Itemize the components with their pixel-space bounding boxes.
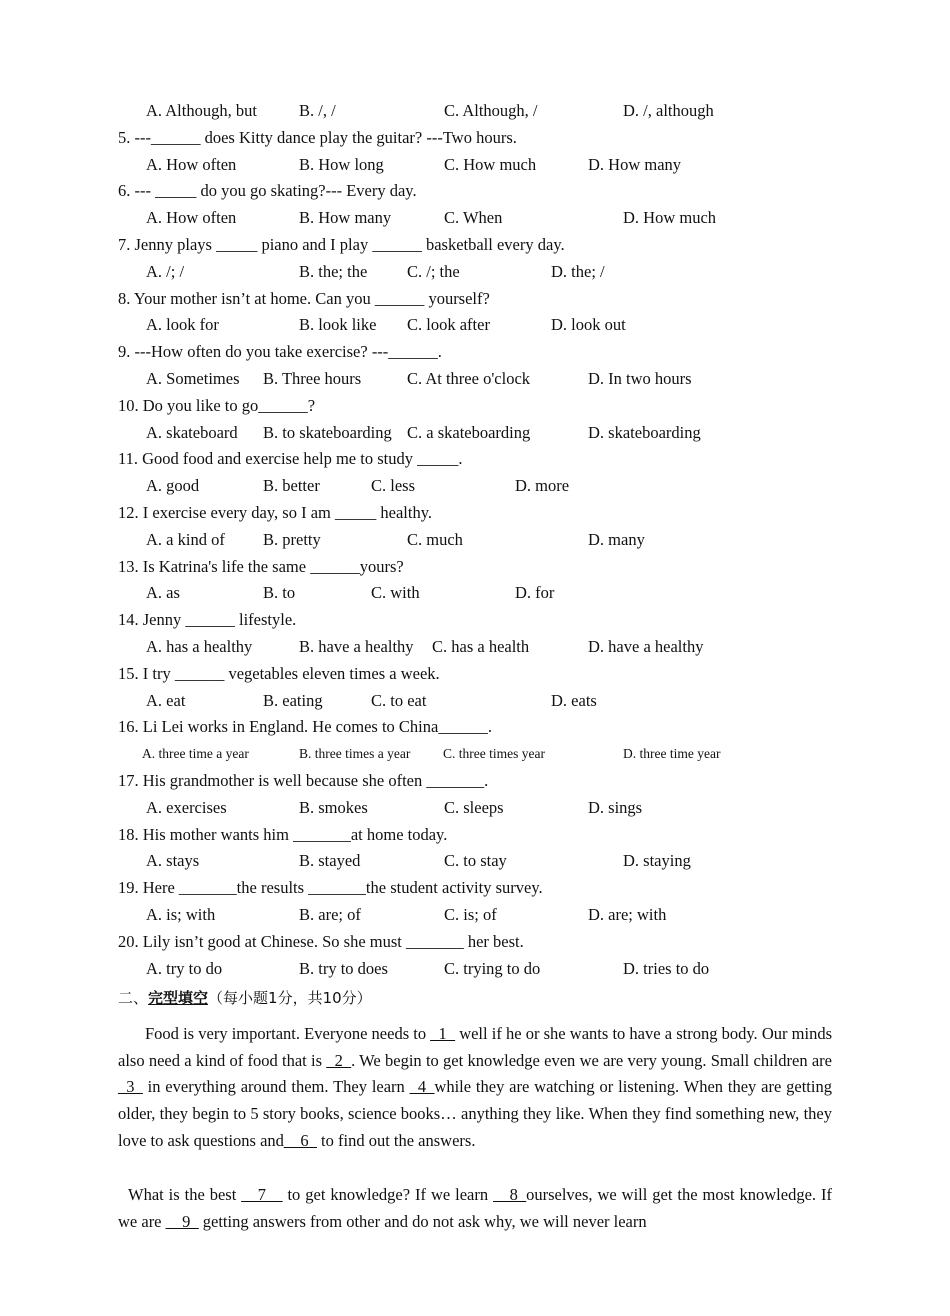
answer-option: C. How much [444, 154, 537, 174]
question-stem: 10. Do you like to go______? [118, 395, 316, 415]
answer-option: C. At three o'clock [407, 369, 531, 388]
question-stem: 9. ---How often do you take exercise? ---______. [118, 342, 442, 362]
question-stem: 15. I try ______ vegetables eleven times a week. [118, 663, 440, 683]
question-stem: 18. His mother wants him _______at home today. [118, 824, 448, 844]
answer-option: D. skateboarding [588, 422, 701, 442]
answer-option: A. look for [146, 315, 219, 335]
answer-option: B. How long [299, 154, 384, 174]
question-stem: 5. ---______ does Kitty dance play the guitar? ---Two hours. [118, 127, 517, 147]
answer-option: D. many [588, 529, 645, 549]
passage-paragraph-2: What is the best __7__ to get knowledge? If we learn __8_ourselves, we will get the most knowledge. If we are __9_ getting answers from other and do not ask why, we will never learn [118, 1185, 832, 1231]
section-number: 二、 [118, 989, 149, 1007]
answer-option: C. /; the [407, 261, 460, 281]
answer-option: B. the; the [299, 261, 368, 281]
answer-option: A. is; with [146, 905, 216, 924]
answer-option: B. How many [299, 208, 392, 228]
answer-option: D. more [515, 476, 570, 496]
question-stem: 16. Li Lei works in England. He comes to China______. [118, 717, 492, 737]
blank-7: __7__ [241, 1185, 283, 1204]
answer-option: D. How many [588, 154, 682, 174]
blank-6: __6_ [283, 1130, 317, 1150]
blank-1: _1_ [430, 1024, 456, 1043]
answer-option: A. a kind of [146, 529, 225, 549]
answer-option: B. three times a year [299, 746, 411, 762]
question-stem: 12. I exercise every day, so I am _____ healthy. [118, 503, 432, 522]
question-stem: 14. Jenny ______ lifestyle. [118, 610, 297, 630]
answer-option: D. have a healthy [588, 637, 704, 656]
answer-option: C. sleeps [444, 797, 504, 817]
question-stem: 6. --- _____ do you go skating?--- Every day. [118, 181, 417, 201]
answer-option: C. When [444, 208, 503, 228]
question-stem: 13. Is Katrina's life the same ______yours? [118, 556, 404, 576]
question-stem: 17. His grandmother is well because she often _______. [118, 771, 489, 790]
answer-option: A. /; / [146, 261, 185, 281]
answer-option: B. try to does [299, 958, 388, 978]
question-stem: 8. Your mother isn’t at home. Can you ______ yourself? [118, 288, 490, 308]
answer-option: B. better [263, 476, 320, 496]
answer-option: C. much [407, 529, 463, 549]
answer-option: C. has a health [432, 637, 530, 656]
answer-option: A. stays [146, 851, 200, 871]
answer-option: A. eat [146, 690, 186, 710]
question-stem: 7. Jenny plays _____ piano and I play ______ basketball every day. [118, 235, 565, 254]
question-stem: 19. Here _______the results _______the student activity survey. [118, 878, 543, 898]
answer-option: B. to [263, 583, 296, 603]
answer-option: C. look after [407, 315, 490, 335]
answer-option: B. Three hours [263, 369, 362, 388]
question-stem: 11. Good food and exercise help me to study _____. [118, 449, 463, 469]
answer-option: B. /, / [299, 101, 336, 120]
answer-option: A. has a healthy [146, 637, 253, 656]
answer-option: C. trying to do [444, 958, 541, 978]
answer-option: B. smokes [299, 797, 368, 817]
answer-option: B. to skateboarding [263, 422, 392, 442]
section-note: （每小题1分，共10分） [208, 989, 372, 1007]
answer-option: A. How often [146, 154, 237, 174]
answer-option: C. a skateboarding [407, 422, 531, 442]
answer-option: A. try to do [146, 958, 223, 978]
answer-option: B. are; of [299, 905, 361, 924]
answer-option: C. with [371, 583, 420, 603]
answer-option: D. for [515, 583, 555, 603]
section-title: 完型填空 [148, 989, 209, 1007]
answer-option: B. eating [263, 690, 323, 710]
answer-option: A. Although, but [146, 101, 257, 120]
answer-option: C. is; of [444, 905, 497, 924]
answer-option: A. as [146, 583, 180, 603]
passage-paragraph-1: Food is very important. Everyone needs to _1_ well if he or she wants to have a strong body. Our minds also need a kind of food that is _2_. We begin to get knowledge even we are very young. Small children are _3_ in everything around them. They learn _4_while they are watching or listening. When they are getting older, they begin to 5 story books, science books… anything they like. When they find something new, they love to ask questions and__6_ to find out the answers. [118, 1024, 833, 1150]
blank-8: __8_ [493, 1185, 527, 1204]
answer-option: D. /, although [623, 101, 714, 120]
blank-9: __9_ [165, 1211, 199, 1231]
section-heading [118, 988, 372, 1008]
answer-option: C. less [371, 476, 416, 496]
answer-option: B. stayed [299, 851, 361, 871]
answer-option: B. look like [299, 315, 377, 335]
answer-option: C. three times year [443, 746, 545, 762]
question-stem: 20. Lily isn’t good at Chinese. So she must _______ her best. [118, 931, 524, 951]
answer-option: A. skateboard [146, 422, 238, 442]
answer-option: B. pretty [263, 529, 321, 549]
answer-option: A. three time a year [142, 746, 249, 762]
answer-option: C. Although, / [444, 101, 538, 120]
answer-option: A. good [146, 476, 200, 496]
answer-option: D. sings [588, 797, 643, 817]
answer-option: D. look out [551, 315, 626, 335]
answer-option: A. Sometimes [146, 369, 240, 388]
answer-option: C. to stay [444, 851, 507, 871]
blank-4: _4_ [409, 1077, 435, 1097]
answer-option: A. exercises [146, 797, 227, 817]
answer-option: D. staying [623, 851, 691, 871]
answer-option: D. three time year [623, 746, 721, 762]
answer-option: A. How often [146, 208, 237, 228]
answer-option: D. tries to do [623, 958, 710, 978]
blank-3: _3_ [118, 1077, 143, 1097]
answer-option: D. the; / [551, 261, 605, 281]
answer-option: B. have a healthy [299, 637, 414, 656]
answer-option: D. eats [551, 690, 597, 710]
blank-2: _2_ [326, 1050, 352, 1070]
answer-option: D. are; with [588, 905, 667, 924]
answer-option: C. to eat [371, 690, 427, 710]
answer-option: D. How much [623, 208, 717, 228]
answer-option: D. In two hours [588, 369, 692, 388]
